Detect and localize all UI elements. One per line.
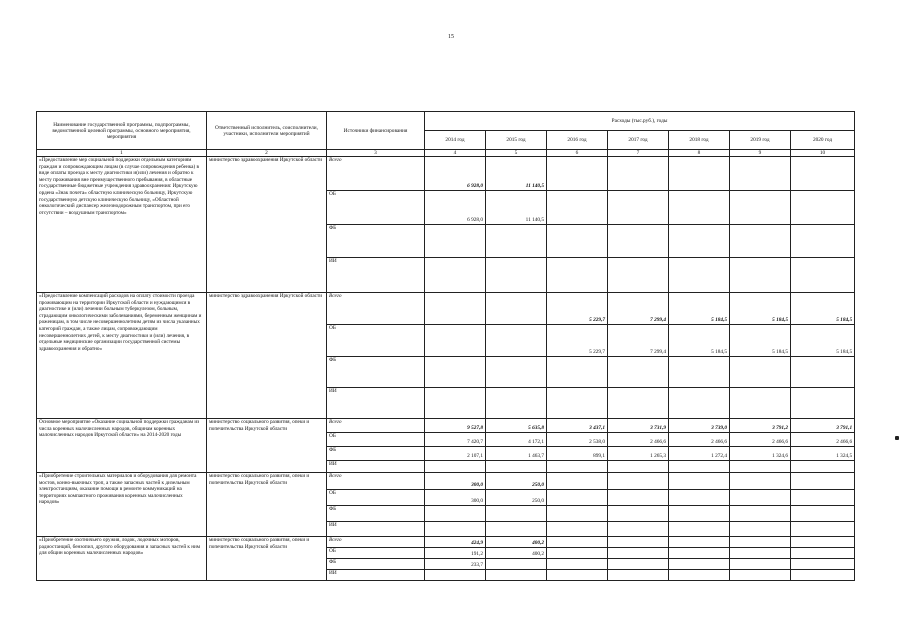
- measure-executor: министерство социального развития, опеки и попечительства Иркутской области: [207, 419, 327, 473]
- value-cell: [547, 258, 608, 293]
- value-cell: [425, 570, 486, 581]
- value-cell: [730, 388, 791, 419]
- value-cell: [486, 357, 547, 388]
- value-cell: [547, 357, 608, 388]
- value-cell: [547, 548, 608, 559]
- value-cell: [669, 506, 730, 522]
- value-cell: [791, 570, 855, 581]
- value-cell: [547, 522, 608, 537]
- value-cell: 1 265,3: [608, 447, 669, 461]
- value-cell: [608, 522, 669, 537]
- value-cell: 5 184,5: [669, 293, 730, 325]
- source-fb-label: ФБ: [327, 357, 425, 388]
- header-year: 2018 год: [669, 131, 730, 150]
- value-cell: 400,2: [486, 548, 547, 559]
- column-number: 1: [37, 150, 207, 157]
- value-cell: [425, 461, 486, 473]
- measure-executor: министерство социального развития, опеки и попечительства Иркутской области: [207, 473, 327, 537]
- value-cell: [730, 490, 791, 506]
- source-total-label: Всего: [327, 293, 425, 325]
- header-year: 2016 год: [547, 131, 608, 150]
- value-cell: [669, 570, 730, 581]
- value-cell: [608, 388, 669, 419]
- value-cell: 5 635,8: [486, 419, 547, 433]
- value-cell: 300,0: [425, 490, 486, 506]
- value-cell: [791, 559, 855, 570]
- value-cell: [486, 506, 547, 522]
- value-cell: [425, 225, 486, 258]
- measure-executor: министерство здравоохранения Иркутской области: [207, 293, 327, 419]
- column-number: 5: [486, 150, 547, 157]
- value-cell: 300,0: [425, 473, 486, 490]
- measure-block: [37, 419, 855, 473]
- header-year: 2019 год: [730, 131, 791, 150]
- value-cell: 191,2: [425, 548, 486, 559]
- value-cell: 7 299,4: [608, 293, 669, 325]
- source-ii-label: ИИ: [327, 570, 425, 581]
- source-ob-label: ОБ: [327, 325, 425, 357]
- value-cell: [791, 506, 855, 522]
- value-cell: [608, 225, 669, 258]
- value-cell: [730, 473, 791, 490]
- value-cell: [425, 357, 486, 388]
- value-cell: [669, 522, 730, 537]
- value-cell: 5 184,5: [791, 293, 855, 325]
- value-cell: [486, 293, 547, 325]
- measure-executor: министерство здравоохранения Иркутской области: [207, 157, 327, 293]
- header-executor: Ответственный исполнитель, соисполнители, участники, исполнители мероприятий: [207, 112, 327, 150]
- value-cell: 1 272,4: [669, 447, 730, 461]
- source-total-label: Всего: [327, 473, 425, 490]
- value-cell: 2 538,0: [547, 433, 608, 447]
- column-number-row: [37, 150, 855, 157]
- value-cell: 7 299,4: [608, 325, 669, 357]
- value-cell: 3 791,2: [730, 419, 791, 433]
- value-cell: 2 466,6: [608, 433, 669, 447]
- scan-speck: [895, 436, 899, 440]
- value-cell: 2 466,6: [791, 433, 855, 447]
- column-number: 6: [547, 150, 608, 157]
- value-cell: [791, 258, 855, 293]
- value-cell: [730, 191, 791, 225]
- value-cell: 6 928,0: [425, 157, 486, 191]
- value-cell: 9 527,8: [425, 419, 486, 433]
- value-cell: [791, 473, 855, 490]
- header-sources: Источники финансирования: [327, 112, 425, 150]
- value-cell: [791, 357, 855, 388]
- value-cell: [730, 258, 791, 293]
- source-total-label: Всего: [327, 537, 425, 548]
- value-cell: 5 184,5: [730, 293, 791, 325]
- value-cell: [669, 537, 730, 548]
- value-cell: [486, 461, 547, 473]
- value-cell: 4 172,1: [486, 433, 547, 447]
- measure-name: «Приобретение охотничьего оружия, лодок, лодочных моторов, радиостанций, бензопил, другого оборудования и запасных частей к ним для общин коренных малочисленных народов»: [37, 537, 207, 581]
- value-cell: [608, 570, 669, 581]
- value-cell: [608, 357, 669, 388]
- value-cell: [547, 388, 608, 419]
- value-cell: [425, 506, 486, 522]
- source-fb-label: ФБ: [327, 225, 425, 258]
- value-cell: 233,7: [425, 559, 486, 570]
- value-cell: [730, 225, 791, 258]
- value-cell: [425, 258, 486, 293]
- column-number: 3: [327, 150, 425, 157]
- value-cell: [669, 388, 730, 419]
- measure-block: [37, 537, 855, 581]
- value-cell: 5 184,5: [669, 325, 730, 357]
- measure-executor: министерство социального развития, опеки и попечительства Иркутской области: [207, 537, 327, 581]
- column-number: 4: [425, 150, 486, 157]
- value-cell: [425, 293, 486, 325]
- value-cell: 2 466,6: [669, 433, 730, 447]
- value-cell: [608, 548, 669, 559]
- value-cell: [669, 357, 730, 388]
- value-cell: [730, 537, 791, 548]
- source-ob-label: ОБ: [327, 490, 425, 506]
- value-cell: 424,9: [425, 537, 486, 548]
- value-cell: 1 324,6: [730, 447, 791, 461]
- source-fb-label: ФБ: [327, 559, 425, 570]
- column-number: 7: [608, 150, 669, 157]
- value-cell: [486, 559, 547, 570]
- value-cell: [486, 325, 547, 357]
- value-cell: [791, 461, 855, 473]
- value-cell: [669, 157, 730, 191]
- value-cell: [486, 258, 547, 293]
- value-cell: 1 463,7: [486, 447, 547, 461]
- value-cell: 3 731,9: [608, 419, 669, 433]
- source-ii-label: ИИ: [327, 461, 425, 473]
- measure-block: [37, 157, 855, 293]
- value-cell: [669, 548, 730, 559]
- value-cell: 6 928,0: [425, 191, 486, 225]
- value-cell: [791, 537, 855, 548]
- value-cell: [730, 506, 791, 522]
- value-cell: 5 229,7: [547, 293, 608, 325]
- header-expenses: Расходы (тыс.руб.), годы: [425, 112, 855, 131]
- value-cell: [669, 191, 730, 225]
- measure-name: «Предоставление мер социальной поддержки отдельным категориям граждан и сопровождающим лицам (в случае сопровождения ребенка) в виде оплаты проезда к месту диагностики и(или) лечения и обратно к месту проживания вне преимущественного пребывания, в областные государственные бюджетные учреждения здравоохранения: Иркутскую ордена «Знак почета» областную клиническую больницу, Иркутскую государственную детскую клиническую больницу, «Областной онкологический диспансер железнодорожным транспортом, при его отсутствии – воздушным транспортом»: [37, 157, 207, 293]
- value-cell: [547, 490, 608, 506]
- source-fb-label: ФБ: [327, 506, 425, 522]
- value-cell: [669, 461, 730, 473]
- value-cell: 3 791,1: [791, 419, 855, 433]
- measure-block: [37, 293, 855, 419]
- value-cell: 1 324,5: [791, 447, 855, 461]
- value-cell: [669, 490, 730, 506]
- measure-name: «Приобретение строительных материалов и оборудования для ремонта мостов, конно-вьючных троп, а также запасных частей к дизельным электростанциям, оказание помощи в ремонте коммуникаций на территориях компактного проживания коренных малочисленных народов»: [37, 473, 207, 537]
- value-cell: [486, 225, 547, 258]
- value-cell: [608, 537, 669, 548]
- value-cell: [791, 490, 855, 506]
- source-ob-label: ОБ: [327, 191, 425, 225]
- value-cell: 250,0: [486, 490, 547, 506]
- value-cell: [547, 225, 608, 258]
- value-cell: [608, 191, 669, 225]
- value-cell: 5 184,5: [730, 325, 791, 357]
- value-cell: 5 229,7: [547, 325, 608, 357]
- value-cell: [791, 388, 855, 419]
- value-cell: [730, 559, 791, 570]
- header-name: Наименование государственной программы, подпрограммы, ведомственной целевой программы, основного мероприятия, мероприятия: [37, 112, 207, 150]
- value-cell: [791, 522, 855, 537]
- value-cell: 2 107,1: [425, 447, 486, 461]
- header-year: 2017 год: [608, 131, 669, 150]
- value-cell: [486, 388, 547, 419]
- value-cell: [669, 559, 730, 570]
- value-cell: [730, 570, 791, 581]
- value-cell: [730, 157, 791, 191]
- measure-block: [37, 473, 855, 537]
- column-number: 2: [207, 150, 327, 157]
- value-cell: [547, 559, 608, 570]
- page-number: 15: [448, 34, 454, 40]
- source-ob-label: ОБ: [327, 433, 425, 447]
- value-cell: [669, 473, 730, 490]
- value-cell: [547, 537, 608, 548]
- source-fb-label: ФБ: [327, 447, 425, 461]
- value-cell: [669, 258, 730, 293]
- value-cell: 11 140,5: [486, 191, 547, 225]
- value-cell: [608, 461, 669, 473]
- column-number: 9: [730, 150, 791, 157]
- value-cell: [547, 506, 608, 522]
- column-number: 8: [669, 150, 730, 157]
- value-cell: [730, 522, 791, 537]
- value-cell: [669, 225, 730, 258]
- measure-name: Основное мероприятие «Оказание социальной поддержки гражданам из числа коренных малочисленных народов, общинам коренных малочисленных народов Иркутской области» на 2014-2020 годы: [37, 419, 207, 473]
- value-cell: [486, 522, 547, 537]
- value-cell: [730, 461, 791, 473]
- header-year: 2015 год: [486, 131, 547, 150]
- value-cell: [608, 157, 669, 191]
- value-cell: 250,0: [486, 473, 547, 490]
- value-cell: 400,2: [486, 537, 547, 548]
- value-cell: [608, 559, 669, 570]
- value-cell: [608, 490, 669, 506]
- header-year: 2020 год: [791, 131, 855, 150]
- value-cell: [486, 570, 547, 581]
- value-cell: [425, 388, 486, 419]
- value-cell: [547, 570, 608, 581]
- value-cell: [425, 522, 486, 537]
- header-year: 2014 год: [425, 131, 486, 150]
- value-cell: 3 739,0: [669, 419, 730, 433]
- value-cell: 7 420,7: [425, 433, 486, 447]
- value-cell: [791, 225, 855, 258]
- source-ii-label: ИИ: [327, 388, 425, 419]
- value-cell: [791, 157, 855, 191]
- source-total-label: Всего: [327, 157, 425, 191]
- value-cell: 3 437,1: [547, 419, 608, 433]
- value-cell: [547, 157, 608, 191]
- value-cell: [608, 258, 669, 293]
- value-cell: [547, 473, 608, 490]
- value-cell: [547, 461, 608, 473]
- value-cell: [730, 548, 791, 559]
- value-cell: 5 184,5: [791, 325, 855, 357]
- value-cell: 899,1: [547, 447, 608, 461]
- source-ob-label: ОБ: [327, 548, 425, 559]
- source-ii-label: ИИ: [327, 522, 425, 537]
- value-cell: [547, 191, 608, 225]
- value-cell: [608, 506, 669, 522]
- source-ii-label: ИИ: [327, 258, 425, 293]
- value-cell: [791, 548, 855, 559]
- measure-name: «Предоставление компенсаций расходов на оплату стоимости проезда проживающим на территории Иркутской области и нуждающимся в диагностике и (или) лечении больным туберкулезом, больным, страдающим онкологическими заболеваниями, беременным женщинам и роженицам, в том числе несовершеннолетним детям из числа указанных категорий граждан, а также лицам, сопровождающим несовершеннолетних детей, к месту диагностики и (или) лечения, в отдельные медицинские организации государственной системы здравоохранения и обратно»: [37, 293, 207, 419]
- value-cell: [791, 191, 855, 225]
- value-cell: [730, 357, 791, 388]
- source-total-label: Всего: [327, 419, 425, 433]
- value-cell: [608, 473, 669, 490]
- column-number: 10: [791, 150, 855, 157]
- budget-table: [36, 111, 855, 581]
- value-cell: [425, 325, 486, 357]
- value-cell: 11 140,5: [486, 157, 547, 191]
- value-cell: 2 466,6: [730, 433, 791, 447]
